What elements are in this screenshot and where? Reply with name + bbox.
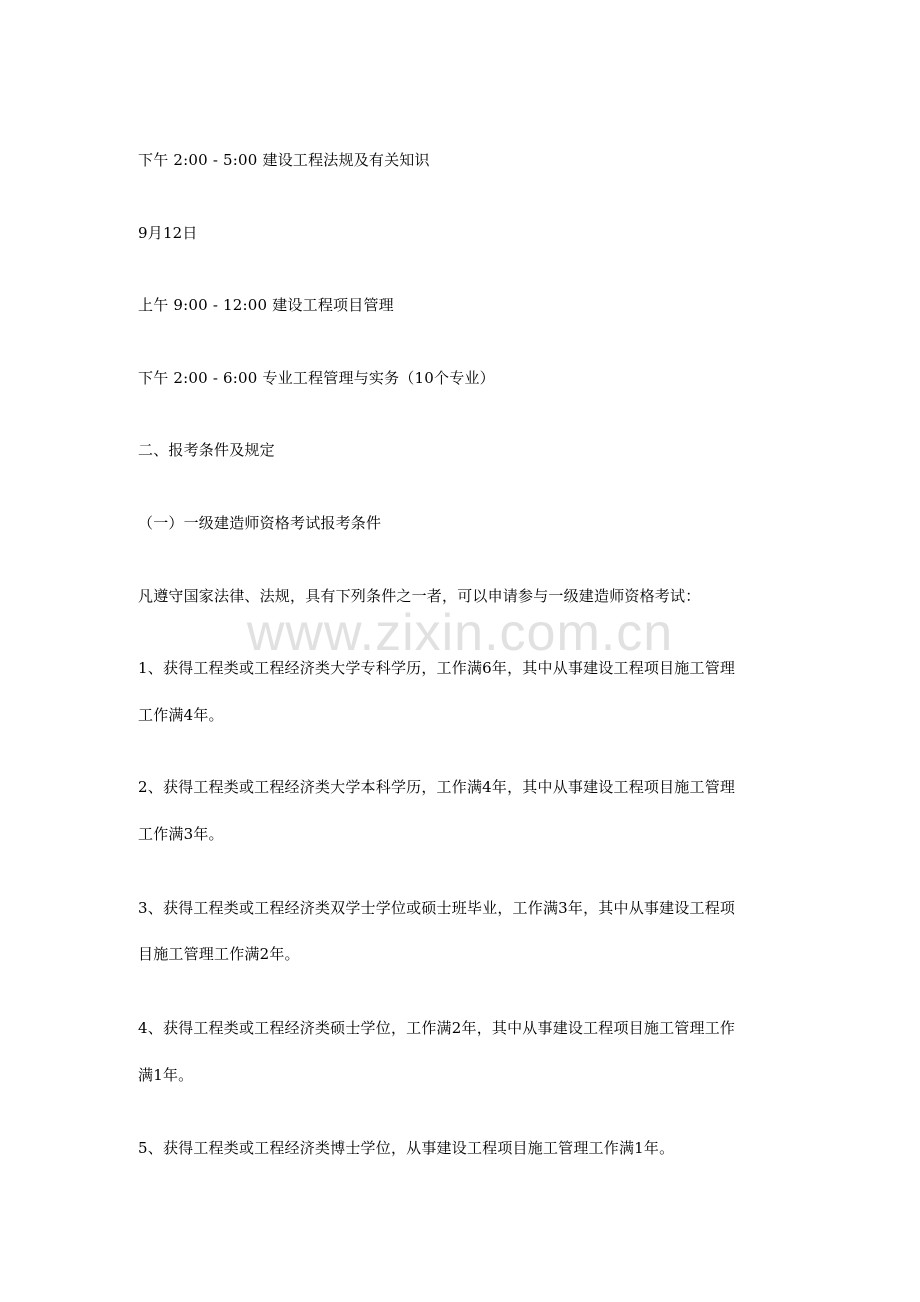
exam-schedule-morning-management: 上午 9:00 - 12:00 建设工程项目管理 [138,296,394,314]
exam-date: 9月12日 [138,224,198,242]
exam-schedule-afternoon-practice: 下午 2:00 - 6:00 专业工程管理与实务（10个专业） [138,369,495,387]
section-heading: 二、报考条件及规定 [138,441,275,459]
condition-3-line-1: 3、获得工程类或工程经济类双学士学位或硕士班毕业，工作满3年，其中从事建设工程项 [138,899,736,917]
condition-1-line-2: 工作满4年。 [138,706,224,724]
condition-2-line-1: 2、获得工程类或工程经济类大学本科学历，工作满4年，其中从事建设工程项目施工管理 [138,778,736,796]
condition-4-line-2: 满1年。 [138,1066,194,1084]
condition-3-line-2: 目施工管理工作满2年。 [138,945,300,963]
subsection-heading: （一）一级建造师资格考试报考条件 [138,514,382,532]
condition-2-line-2: 工作满3年。 [138,825,224,843]
exam-schedule-afternoon-law: 下午 2:00 - 5:00 建设工程法规及有关知识 [138,151,430,169]
condition-4-line-1: 4、获得工程类或工程经济类硕士学位，工作满2年，其中从事建设工程项目施工管理工作 [138,1019,736,1037]
intro-paragraph: 凡遵守国家法律、法规，具有下列条件之一者，可以申请参与一级建造师资格考试： [138,587,701,605]
condition-1-line-1: 1、获得工程类或工程经济类大学专科学历，工作满6年，其中从事建设工程项目施工管理 [138,659,736,677]
condition-5-line-1: 5、获得工程类或工程经济类博士学位，从事建设工程项目施工管理工作满1年。 [138,1139,675,1157]
watermark: www.zixin.com.cn [246,604,674,662]
